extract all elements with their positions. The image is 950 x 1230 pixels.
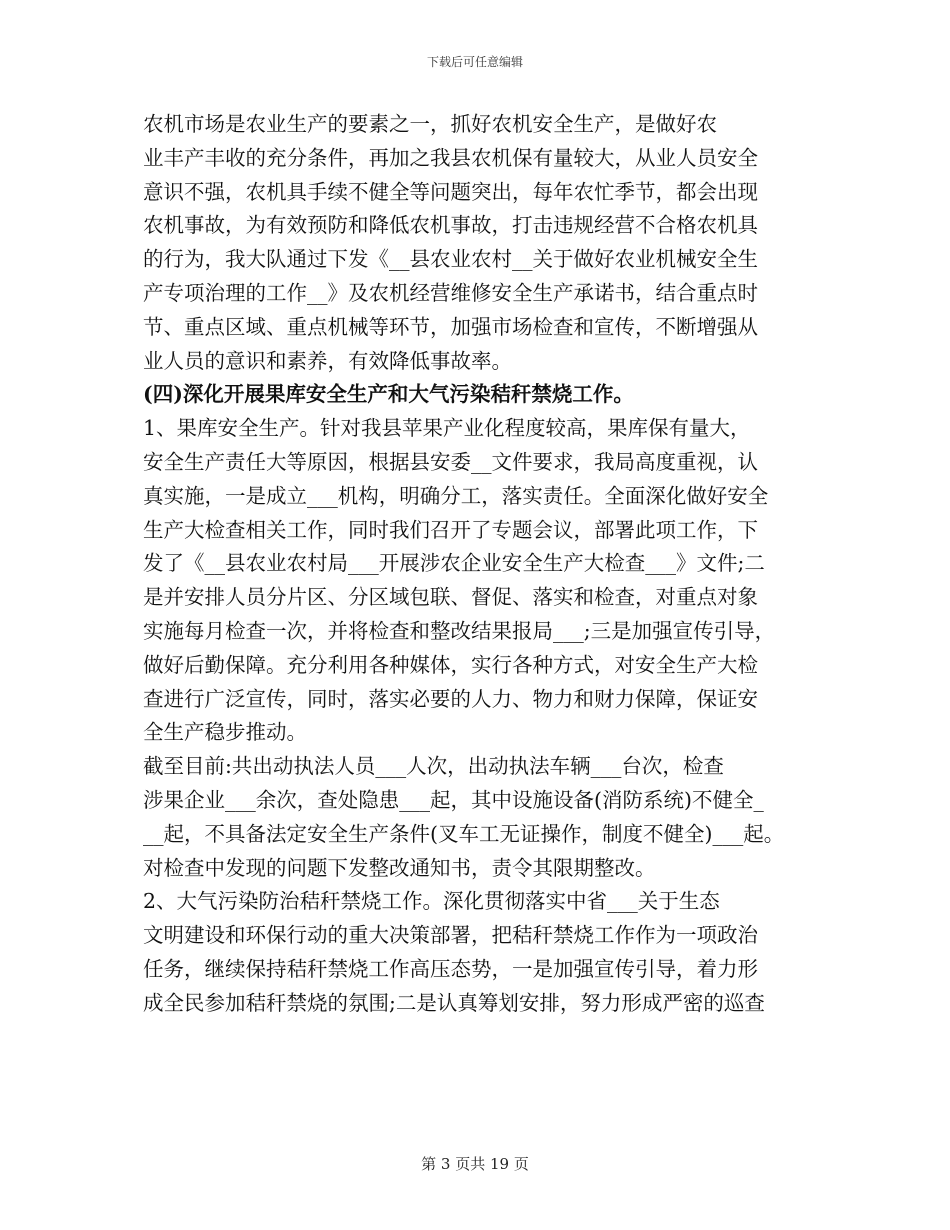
text-line: 全生产稳步推动。 xyxy=(143,720,307,745)
text-line: 的行为，我大队通过下发《__县农业农村__关于做好农业机械安全生 xyxy=(143,247,758,272)
text-line: 业人员的意识和素养，有效降低事故率。 xyxy=(143,348,512,373)
text-line: 做好后勤保障。充分利用各种媒体，实行各种方式，对安全生产大检 xyxy=(143,652,758,677)
header-note: 下载后可任意编辑 xyxy=(426,55,523,69)
text-line: 任务，继续保持秸秆禁烧工作高压态势，一是加强宣传引导，着力形 xyxy=(143,956,758,981)
text-line: 农机市场是农业生产的要素之一，抓好农机安全生产，是做好农 xyxy=(143,112,717,136)
text-line: 对检查中发现的问题下发整改通知书，责令其限期整改。 xyxy=(143,855,656,880)
document-body xyxy=(143,108,813,1021)
text-line: 截至目前:共出动执法人员___人次，出动执法车辆___台次，检查 xyxy=(143,754,724,779)
text-line: 1、果库安全生产。针对我县苹果产业化程度较高，果库保有量大， xyxy=(143,416,751,441)
text-line: 真实施，一是成立___机构，明确分工，落实责任。全面深化做好安全 xyxy=(143,483,769,508)
text-line: __起，不具备法定安全生产条件(叉车工无证操作，制度不健全)___起。 xyxy=(143,821,785,846)
text-line: 意识不强，农机具手续不健全等问题突出，每年农忙季节，都会出现 xyxy=(143,179,758,204)
section-heading: (四)深化开展果库安全生产和大气污染秸秆禁烧工作。 xyxy=(143,382,634,407)
text-line: 发了《__县农业农村局___开展涉农企业安全生产大检查___》文件;二 xyxy=(143,551,765,576)
text-line: 安全生产责任大等原因，根据县安委__文件要求，我局高度重视，认 xyxy=(143,449,758,474)
page-number: 第 3 页共 19 页 xyxy=(421,1155,529,1173)
text-line: 农机事故，为有效预防和降低农机事故，打击违规经营不合格农机具 xyxy=(143,213,758,238)
text-line: 2、大气污染防治秸秆禁烧工作。深化贯彻落实中省___关于生态 xyxy=(143,889,720,914)
text-line: 产专项治理的工作__》及农机经营维修安全生产承诺书，结合重点时 xyxy=(143,280,758,305)
text-line: 节、重点区域、重点机械等环节，加强市场检查和宣传，不断增强从 xyxy=(143,314,758,339)
text-line: 生产大检查相关工作，同时我们召开了专题会议，部署此项工作，下 xyxy=(143,517,758,542)
text-line: 是并安排人员分片区、分区域包联、督促、落实和检查，对重点对象 xyxy=(143,585,758,610)
text-line: 业丰产丰收的充分条件，再加之我县农机保有量较大，从业人员安全 xyxy=(143,145,758,170)
text-line: 文明建设和环保行动的重大决策部署，把秸秆禁烧工作作为一项政治 xyxy=(143,923,758,948)
text-line: 查进行广泛宣传，同时，落实必要的人力、物力和财力保障，保证安 xyxy=(143,686,758,711)
text-line: 实施每月检查一次，并将检查和整改结果报局___;三是加强宣传引导， xyxy=(143,618,776,643)
text-line: 涉果企业___余次，查处隐患___起，其中设施设备(消防系统)不健全_ xyxy=(143,787,764,812)
text-line: 成全民参加秸秆禁烧的氛围;二是认真筹划安排，努力形成严密的巡查 xyxy=(143,990,765,1015)
